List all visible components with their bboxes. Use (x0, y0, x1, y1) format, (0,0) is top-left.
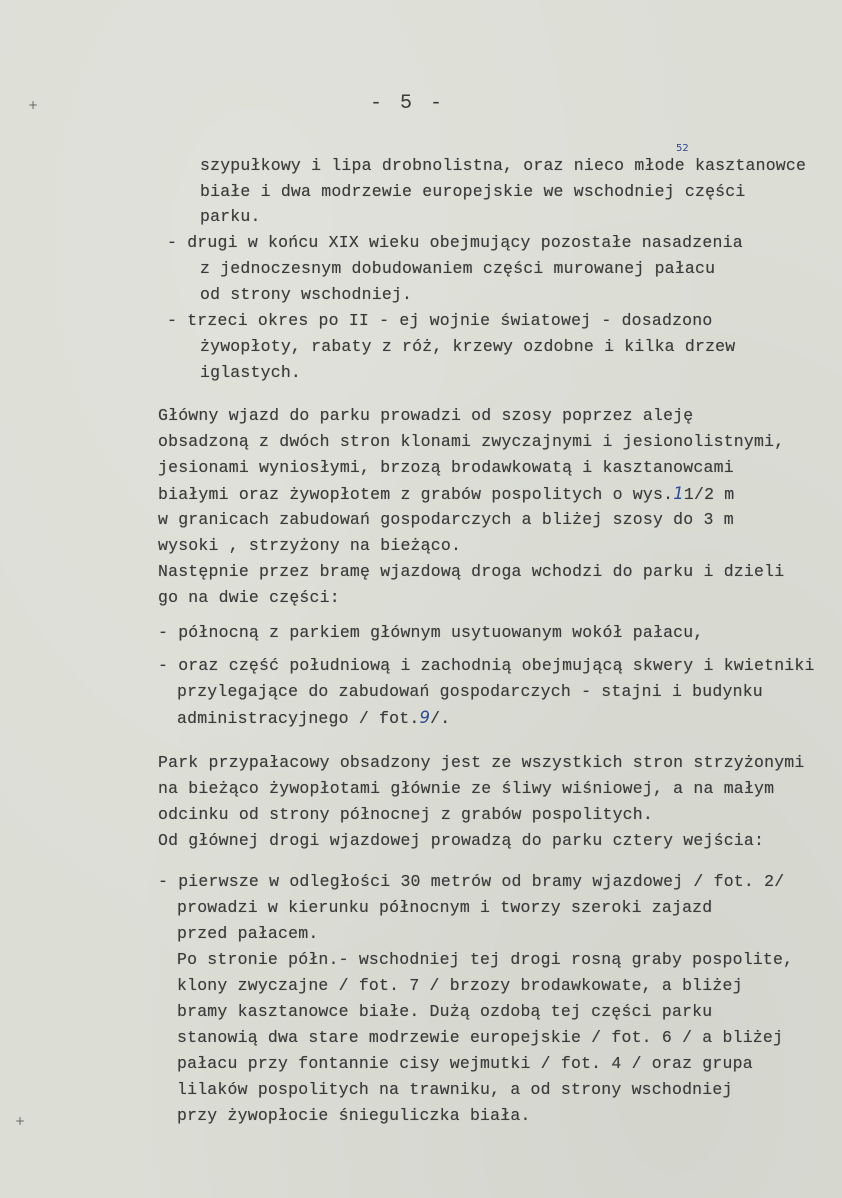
text-line: bramy kasztanowce białe. Dużą ozdobą tej części parku (177, 1002, 713, 1021)
text-line: lilaków pospolitych na trawniku, a od strony wschodniej (177, 1080, 733, 1099)
text-line (158, 484, 734, 505)
text-line: przy żywopłocie śnieguliczka biała. (177, 1106, 531, 1125)
list-item: - północną z parkiem głównym usytuowanym wokół pałacu, (158, 623, 704, 642)
text-line: Park przypałacowy obsadzony jest ze wszystkich stron strzyżonymi (158, 753, 805, 772)
text-segment: białymi oraz żywopłotem z grabów pospolitych o wys. (158, 485, 674, 504)
text-line: białe i dwa modrzewie europejskie we wschodniej części (200, 182, 746, 201)
text-line: obsadzoną z dwóch stron klonami zwyczajnymi i jesionolistnymi, (158, 432, 785, 451)
list-item: - pierwsze w odległości 30 metrów od bramy wjazdowej / fot. 2/ (158, 872, 785, 891)
text-line: Od głównej drogi wjazdowej prowadzą do parku cztery wejścia: (158, 831, 765, 850)
text-line: przylegające do zabudowań gospodarczych - stajni i budynku (177, 682, 763, 701)
text-line: klony zwyczajne / fot. 7 / brzozy brodawkowate, a bliżej (177, 976, 743, 995)
text-line: z jednoczesnym dobudowaniem części murowanej pałacu (200, 259, 716, 278)
text-line: Po stronie półn.- wschodniej tej drogi rosną graby pospolite, (177, 950, 794, 969)
handwritten-digit: 1 (673, 484, 684, 503)
list-item: - trzeci okres po II - ej wojnie światowej - dosadzono (167, 311, 713, 330)
list-item: - oraz część południową i zachodnią obejmującą skwery i kwietniki (158, 656, 815, 675)
text-line: Główny wjazd do parku prowadzi od szosy poprzez aleję (158, 406, 694, 425)
text-line: odcinku od strony północnej z grabów pospolitych. (158, 805, 653, 824)
text-line: Następnie przez bramę wjazdową droga wchodzi do parku i dzieli (158, 562, 785, 581)
text-line: szypułkowy i lipa drobnolistna, oraz nieco młode kasztanowce (200, 156, 807, 175)
text-line: jesionami wyniosłymi, brzozą brodawkowatą i kasztanowcami (158, 458, 734, 477)
text-line: prowadzi w kierunku północnym i tworzy szeroki zajazd (177, 898, 713, 917)
page-number: - 5 - (370, 92, 446, 115)
text-line: żywopłoty, rabaty z róż, krzewy ozdobne i kilka drzew (200, 337, 736, 356)
text-line: pałacu przy fontannie cisy wejmutki / fot. 4 / oraz grupa (177, 1054, 753, 1073)
text-line (177, 708, 450, 729)
bottom-margin-mark: + (15, 1114, 26, 1128)
text-line: na bieżąco żywopłotami głównie ze śliwy wiśniowej, a na małym (158, 779, 775, 798)
text-line: wysoki , strzyżony na bieżąco. (158, 536, 462, 555)
text-line: w granicach zabudowań gospodarczych a bliżej szosy do 3 m (158, 510, 734, 529)
handwritten-annotation: 52 (676, 143, 689, 154)
text-segment: /. (430, 709, 451, 728)
text-line: stanowią dwa stare modrzewie europejskie / fot. 6 / a bliżej (177, 1028, 784, 1047)
text-line: go na dwie części: (158, 588, 340, 607)
left-margin-mark: + (28, 98, 39, 112)
text-line: parku. (200, 207, 261, 226)
text-segment: administracyjnego / fot. (177, 709, 420, 728)
text-line: iglastych. (200, 363, 302, 382)
list-item: - drugi w końcu XIX wieku obejmujący pozostałe nasadzenia (167, 233, 743, 252)
text-segment: 1/2 m (683, 485, 735, 504)
text-line: przed pałacem. (177, 924, 319, 943)
handwritten-digit: 9 (419, 708, 431, 727)
text-line: od strony wschodniej. (200, 285, 413, 304)
